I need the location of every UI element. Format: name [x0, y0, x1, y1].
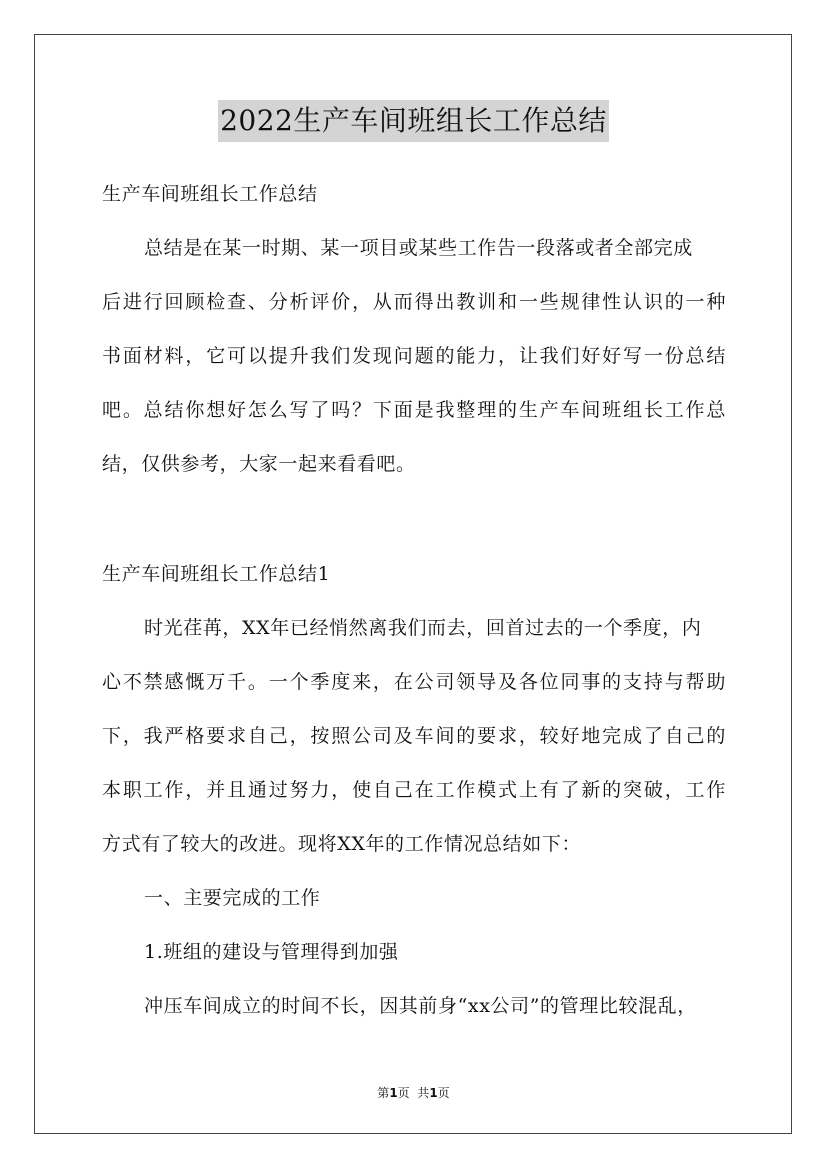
body-line-2: 心不禁感慨万千。一个季度来，在公司领导及各位同事的支持与帮助 — [102, 671, 726, 693]
title-container — [0, 100, 827, 142]
footer-page-current: 1 — [389, 1086, 398, 1100]
body-line-5: 方式有了较大的改进。现将XX年的工作情况总结如下： — [102, 833, 582, 855]
body-line-4: 本职工作，并且通过努力，使自己在工作模式上有了新的突破，工作 — [102, 779, 726, 801]
item-heading: 一、主要完成的工作 — [144, 887, 321, 909]
body-line-1: 时光荏苒，XX年已经悄然离我们而去，回首过去的一个季度，内 — [144, 617, 702, 639]
body-line-3: 下，我严格要求自己，按照公司及车间的要求，较好地完成了自己的 — [102, 725, 726, 747]
intro-line-3: 书面材料，它可以提升我们发现问题的能力，让我们好好写一份总结 — [102, 345, 726, 367]
document-title: 2022生产车间班组长工作总结 — [218, 100, 609, 142]
footer-page-prefix: 第 — [377, 1086, 390, 1100]
footer-page-mid: 页 共 — [397, 1086, 430, 1100]
document-subtitle: 生产车间班组长工作总结 — [102, 183, 318, 205]
footer-page-suffix: 页 — [437, 1086, 450, 1100]
intro-line-5: 结，仅供参考，大家一起来看看吧。 — [102, 453, 416, 475]
sub-heading: 1.班组的建设与管理得到加强 — [144, 941, 399, 963]
intro-line-4: 吧。总结你想好怎么写了吗？下面是我整理的生产车间班组长工作总 — [102, 399, 726, 421]
page-footer — [0, 1084, 827, 1101]
intro-line-1: 总结是在某一时期、某一项目或某些工作告一段落或者全部完成 — [144, 237, 693, 259]
section-heading: 生产车间班组长工作总结1 — [102, 563, 331, 585]
intro-line-2: 后进行回顾检查、分析评价，从而得出教训和一些规律性认识的一种 — [102, 291, 726, 313]
paragraph-line: 冲压车间成立的时间不长，因其前身“xx公司”的管理比较混乱， — [144, 995, 697, 1017]
footer-page-total: 1 — [429, 1086, 438, 1100]
